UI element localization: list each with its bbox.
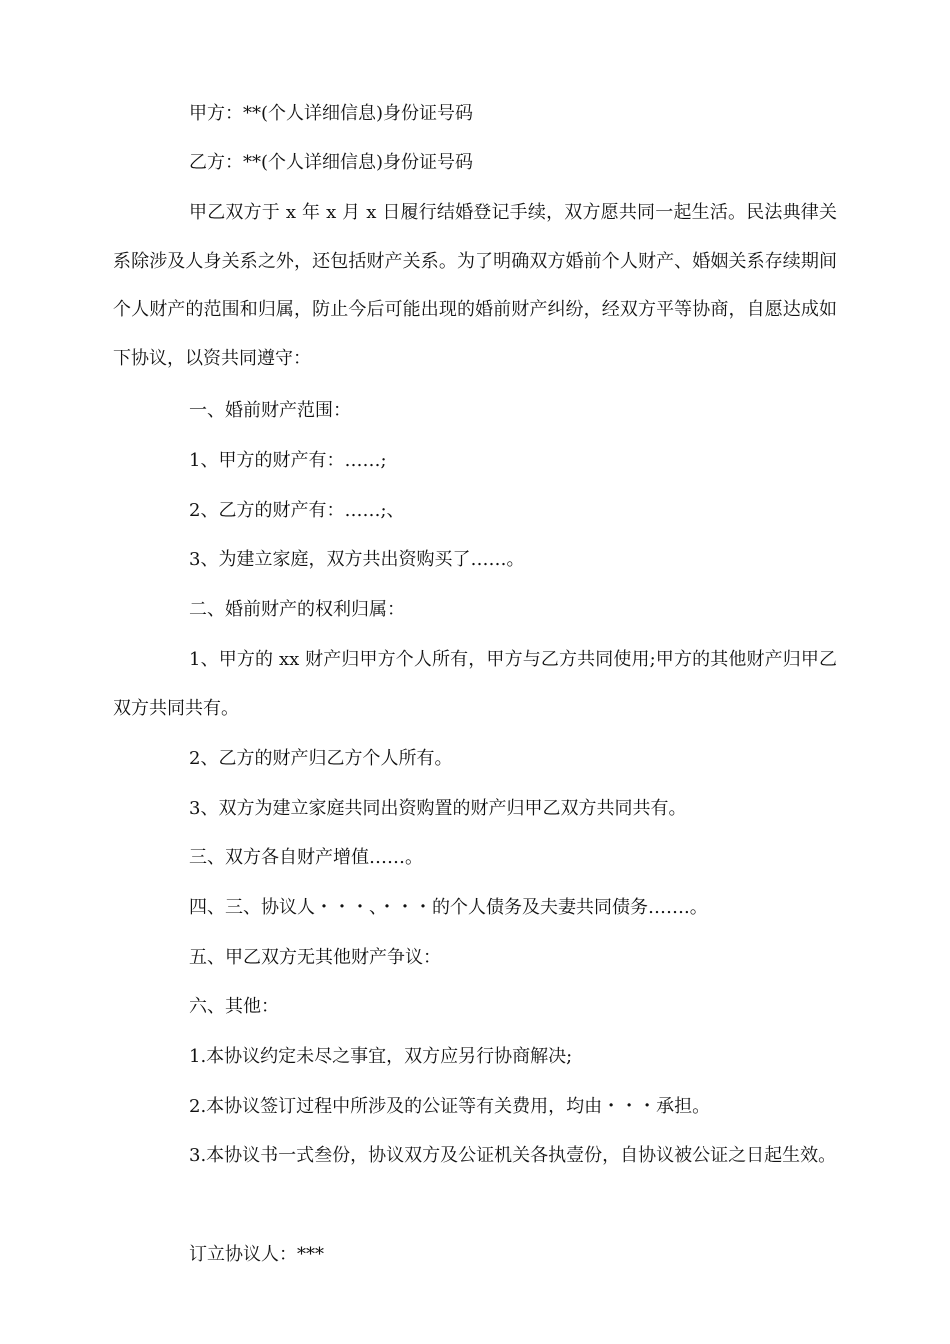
section-6-item-2: 2.本协议签订过程中所涉及的公证等有关费用，均由・・・承担。 [189,1096,711,1117]
section-2-item-1: 1、甲方的 xx 财产归甲方个人所有，甲方与乙方共同使用;甲方的其他财产归甲乙双方共同共有。 [113,649,837,719]
section-2-item-3: 3、双方为建立家庭共同出资购置的财产归甲乙双方共同共有。 [189,798,687,819]
section-1-item-2: 2、乙方的财产有：……;、 [189,500,405,521]
section-5-line: 五、甲乙双方无其他财产争议： [189,947,441,968]
section-4-line: 四、三、协议人・・・、・・・的个人债务及夫妻共同债务…….。 [189,897,708,918]
section-6-item-1: 1.本协议约定未尽之事宜，双方应另行协商解决; [189,1046,573,1067]
preamble-paragraph: 甲乙双方于 x 年 x 月 x 日履行结婚登记手续，双方愿共同一起生活。民法典律关系除涉及人身关系之外，还包括财产关系。为了明确双方婚前个人财产、婚姻关系存续期间个人财产的范围和归属，防止今后可能出现的婚前财产纠纷，经双方平等协商，自愿达成如下协议，以资共同遵守： [113,202,837,369]
section-3-line: 三、双方各自财产增值……。 [189,847,423,868]
section-1-heading: 一、婚前财产范围： [189,400,351,421]
party-a-line: 甲方：**(个人详细信息)身份证号码 [189,103,474,124]
section-1-item-1: 1、甲方的财产有：……; [189,450,387,471]
signatory-line: 订立协议人：*** [189,1244,324,1265]
party-b-line: 乙方：**(个人详细信息)身份证号码 [189,152,474,173]
section-6-heading: 六、其他： [189,996,279,1017]
section-6-item-3: 3.本协议书一式叁份，协议双方及公证机关各执壹份，自协议被公证之日起生效。 [189,1145,837,1166]
section-1-item-3: 3、为建立家庭，双方共出资购买了……。 [189,549,525,570]
section-2-item-2: 2、乙方的财产归乙方个人所有。 [189,748,453,769]
section-2-heading: 二、婚前财产的权利归属： [189,599,405,620]
